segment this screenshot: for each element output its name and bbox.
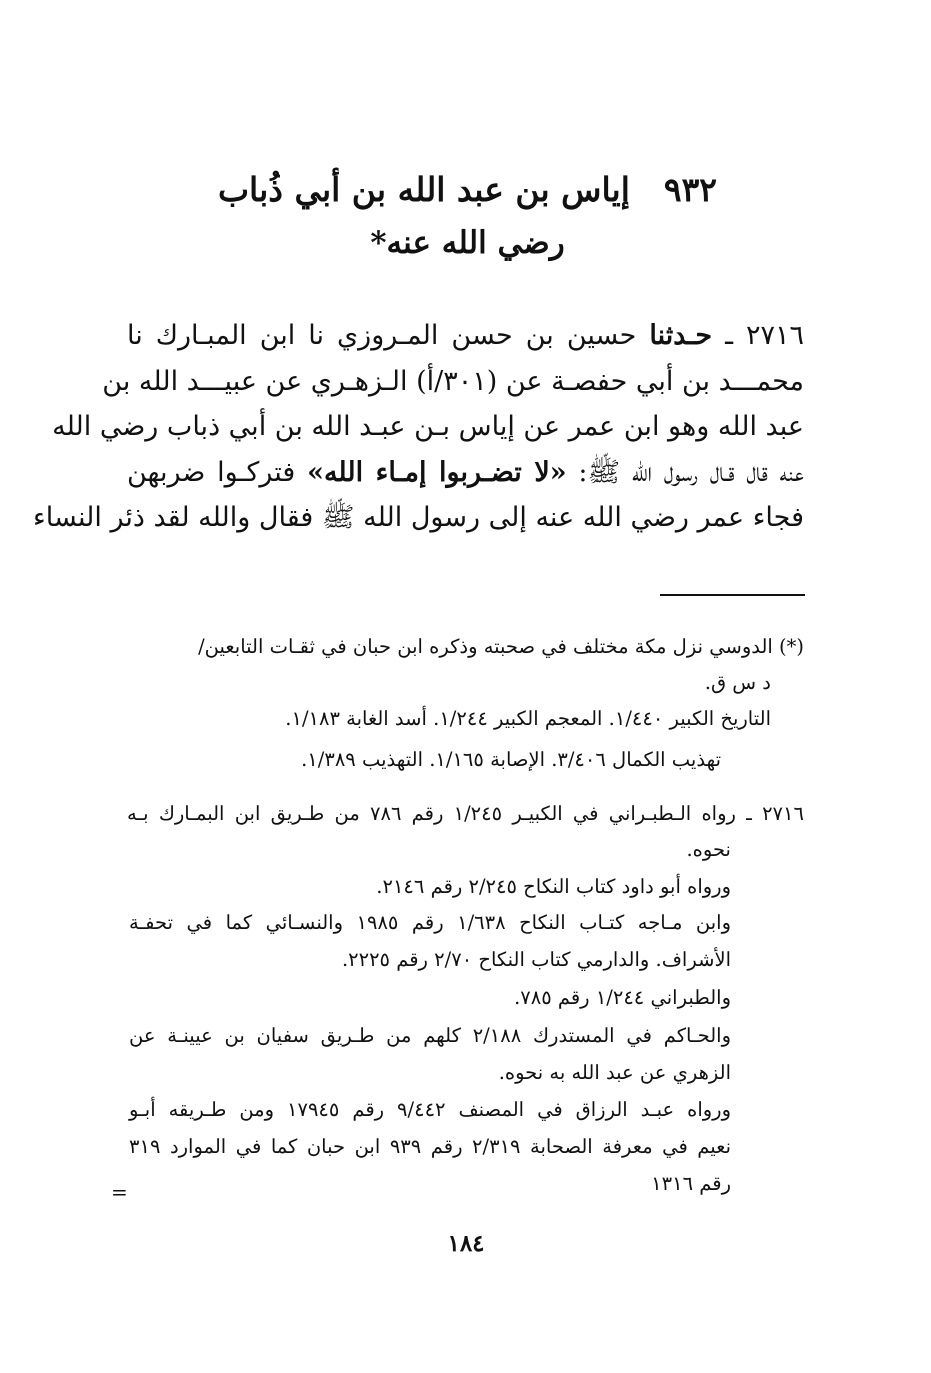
hadith-line-5: فجاء عمر رضي الله عنه إلى رسول الله ﷺ فقال والله لقد ذئر النساء [33, 502, 804, 533]
star-footnote-line-2: د س ق. [704, 671, 771, 694]
page-number: ١٨٤ [447, 1230, 485, 1257]
takhrij-line-4: وابن مـاجه كتـاب النكاح ١/٦٣٨ رقم ١٩٨٥ والنسـائي كما في تحفـة [129, 911, 732, 934]
outcome-segment: فتركـوا ضربهن [127, 456, 296, 488]
takhrij-line-9: ورواه عبـد الرزاق في المصنف ٩/٤٤٢ رقم ١٧٩٤٥ ومن طـريقه أبـو [129, 1098, 731, 1121]
takhrij-line-8: الزهري عن عبد الله به نحوه. [498, 1061, 731, 1084]
hadith-line-4 [127, 450, 804, 496]
hadith-line-1 [127, 313, 804, 359]
takhrij-line-10: نعيم في معرفة الصحابة ٢/٣١٩ رقم ٩٣٩ ابن حبان كما في الموارد ٣١٩ [129, 1135, 731, 1158]
takhrij-line-6: والطبراني ١/٢٤٤ رقم ٧٨٥. [514, 986, 731, 1009]
qala-segment: عنه قال قـال رسول الله ﷺ: [578, 456, 804, 488]
hadith-number: ٢٧١٦ ـ [725, 320, 805, 351]
takhrij-line-2: نحوه. [686, 838, 731, 861]
footnote-separator [660, 594, 805, 596]
entry-honorific: رضي الله عنه* [370, 225, 565, 261]
sources-line-1: التاريخ الكبير ١/٤٤٠. المعجم الكبير ١/٢٤٤. أسد الغابة ١/١٨٣. [285, 707, 771, 730]
takhrij-line-1: ٢٧١٦ ـ رواه الـطبـراني في الكبيـر ١/٢٤٥ رقم ٧٨٦ من طـريق ابن البمـارك بـه [127, 802, 804, 825]
prophetic-saying: «لا تضـربوا إمـاء الله» [307, 456, 567, 488]
takhrij-line-11: رقم ١٣١٦ [651, 1172, 731, 1195]
continuation-mark: = [111, 1180, 128, 1204]
hadith-line-2: محمـــد بن أبي حفصـة عن (٣٠١/أ) الـزهـري عن عبيـــد الله بن [102, 365, 804, 397]
entry-number: ٩٣٢ [663, 170, 718, 209]
isnad-part-1: حسين بن حسن المـروزي نا ابن المبـارك نا [127, 320, 637, 351]
entry-name: إياس بن عبد الله بن أبي ذُباب [217, 170, 630, 209]
haddathana-word: حـدثنا [649, 320, 713, 351]
hadith-line-3: عبد الله وهو ابن عمر عن إياس بـن عبـد الله بن أبي ذباب رضي الله [52, 411, 804, 442]
takhrij-line-5: الأشراف. والدارمي كتاب النكاح ٢/٧٠ رقم ٢٢٢٥. [341, 948, 731, 971]
entry-title [130, 168, 805, 212]
takhrij-line-7: والحـاكم في المستدرك ٢/١٨٨ كلهم من طـريق سفيان بن عيينـة عن [129, 1024, 732, 1047]
takhrij-line-3: ورواه أبو داود كتاب النكاح ٢/٢٤٥ رقم ٢١٤٦. [376, 875, 731, 898]
sources-line-2: تهذيب الكمال ٣/٤٠٦. الإصابة ١/١٦٥. التهذيب ١/٣٨٩. [301, 748, 721, 771]
star-footnote-line-1: (*) الدوسي نزل مكة مختلف في صحبته وذكره ابن حبان في ثقـات التابعين/ [198, 635, 804, 658]
hadith-text [33, 313, 805, 541]
